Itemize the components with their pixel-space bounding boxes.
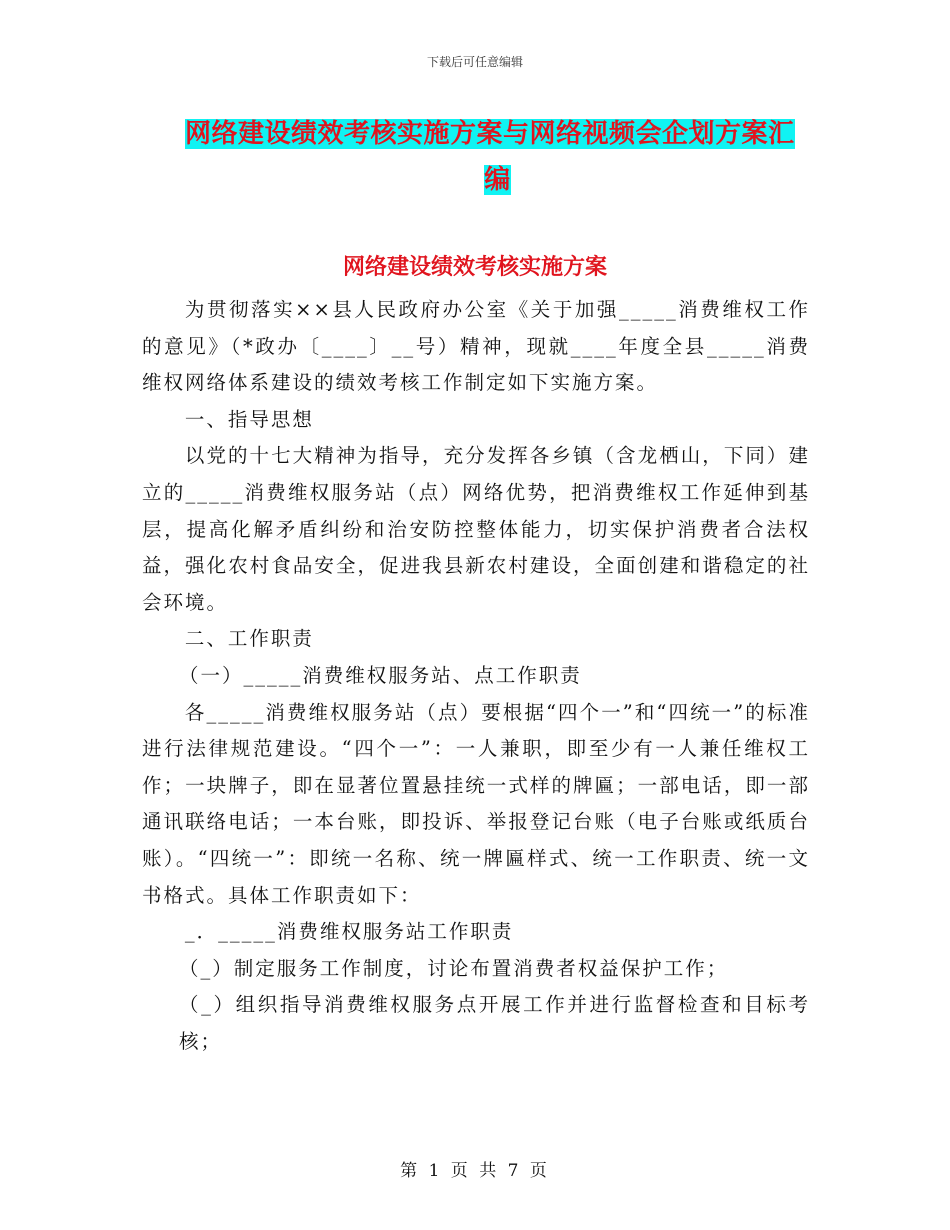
- page-number: 第 1 页 共 7 页: [400, 1161, 550, 1181]
- heading-work-duties: 二、工作职责: [184, 627, 314, 651]
- document-body: [142, 292, 810, 1060]
- document-title: [185, 111, 810, 203]
- station-standards-paragraph: 各_____消费维权服务站（点）要根据“四个一”和“四统一”的标准进行法律规范建设。“四个一”：一人兼职，即至少有一人兼任维权工作；一块牌子，即在显著位置悬挂统一式样的牌匾；一部电话，即一部通讯联络电话；一本台账，即投诉、举报登记台账（电子台账或纸质台账）。“四统一”：即统一名称、统一牌匾样式、统一工作职责、统一文书格式。具体工作职责如下：: [142, 700, 810, 907]
- subheading-station-duties: （一）_____消费维权服务站、点工作职责: [179, 663, 582, 687]
- document-title-line1: 网络建设绩效考核实施方案与网络视频会企划方案汇: [185, 119, 795, 149]
- header-note: 下载后可任意编辑: [426, 55, 523, 69]
- document-title-line2: 编: [484, 165, 511, 195]
- duty-item: （_）组织指导消费维权服务点开展工作并进行监督检查和目标考核；: [179, 993, 810, 1053]
- section-title: 网络建设绩效考核实施方案: [342, 254, 607, 280]
- intro-paragraph: 为贯彻落实××县人民政府办公室《关于加强_____消费维权工作的意见》（*政办〔____〕__号）精神，现就____年度全县_____消费维权网络体系建设的绩效考核工作制定如下实施方案。: [142, 298, 810, 395]
- subheading-station-work-duties: _．_____消费维权服务站工作职责: [184, 920, 514, 944]
- guiding-ideology-paragraph: 以党的十七大精神为指导，充分发挥各乡镇（含龙栖山，下同）建立的_____消费维权服务站（点）网络优势，把消费维权工作延伸到基层，提高化解矛盾纠纷和治安防控整体能力，切实保护消费者合法权益，强化农村食品安全，促进我县新农村建设，全面创建和谐稳定的社会环境。: [142, 444, 810, 614]
- heading-guiding-ideology: 一、指导思想: [184, 407, 314, 431]
- duty-item: （_）制定服务工作制度，讨论布置消费者权益保护工作；: [179, 956, 729, 980]
